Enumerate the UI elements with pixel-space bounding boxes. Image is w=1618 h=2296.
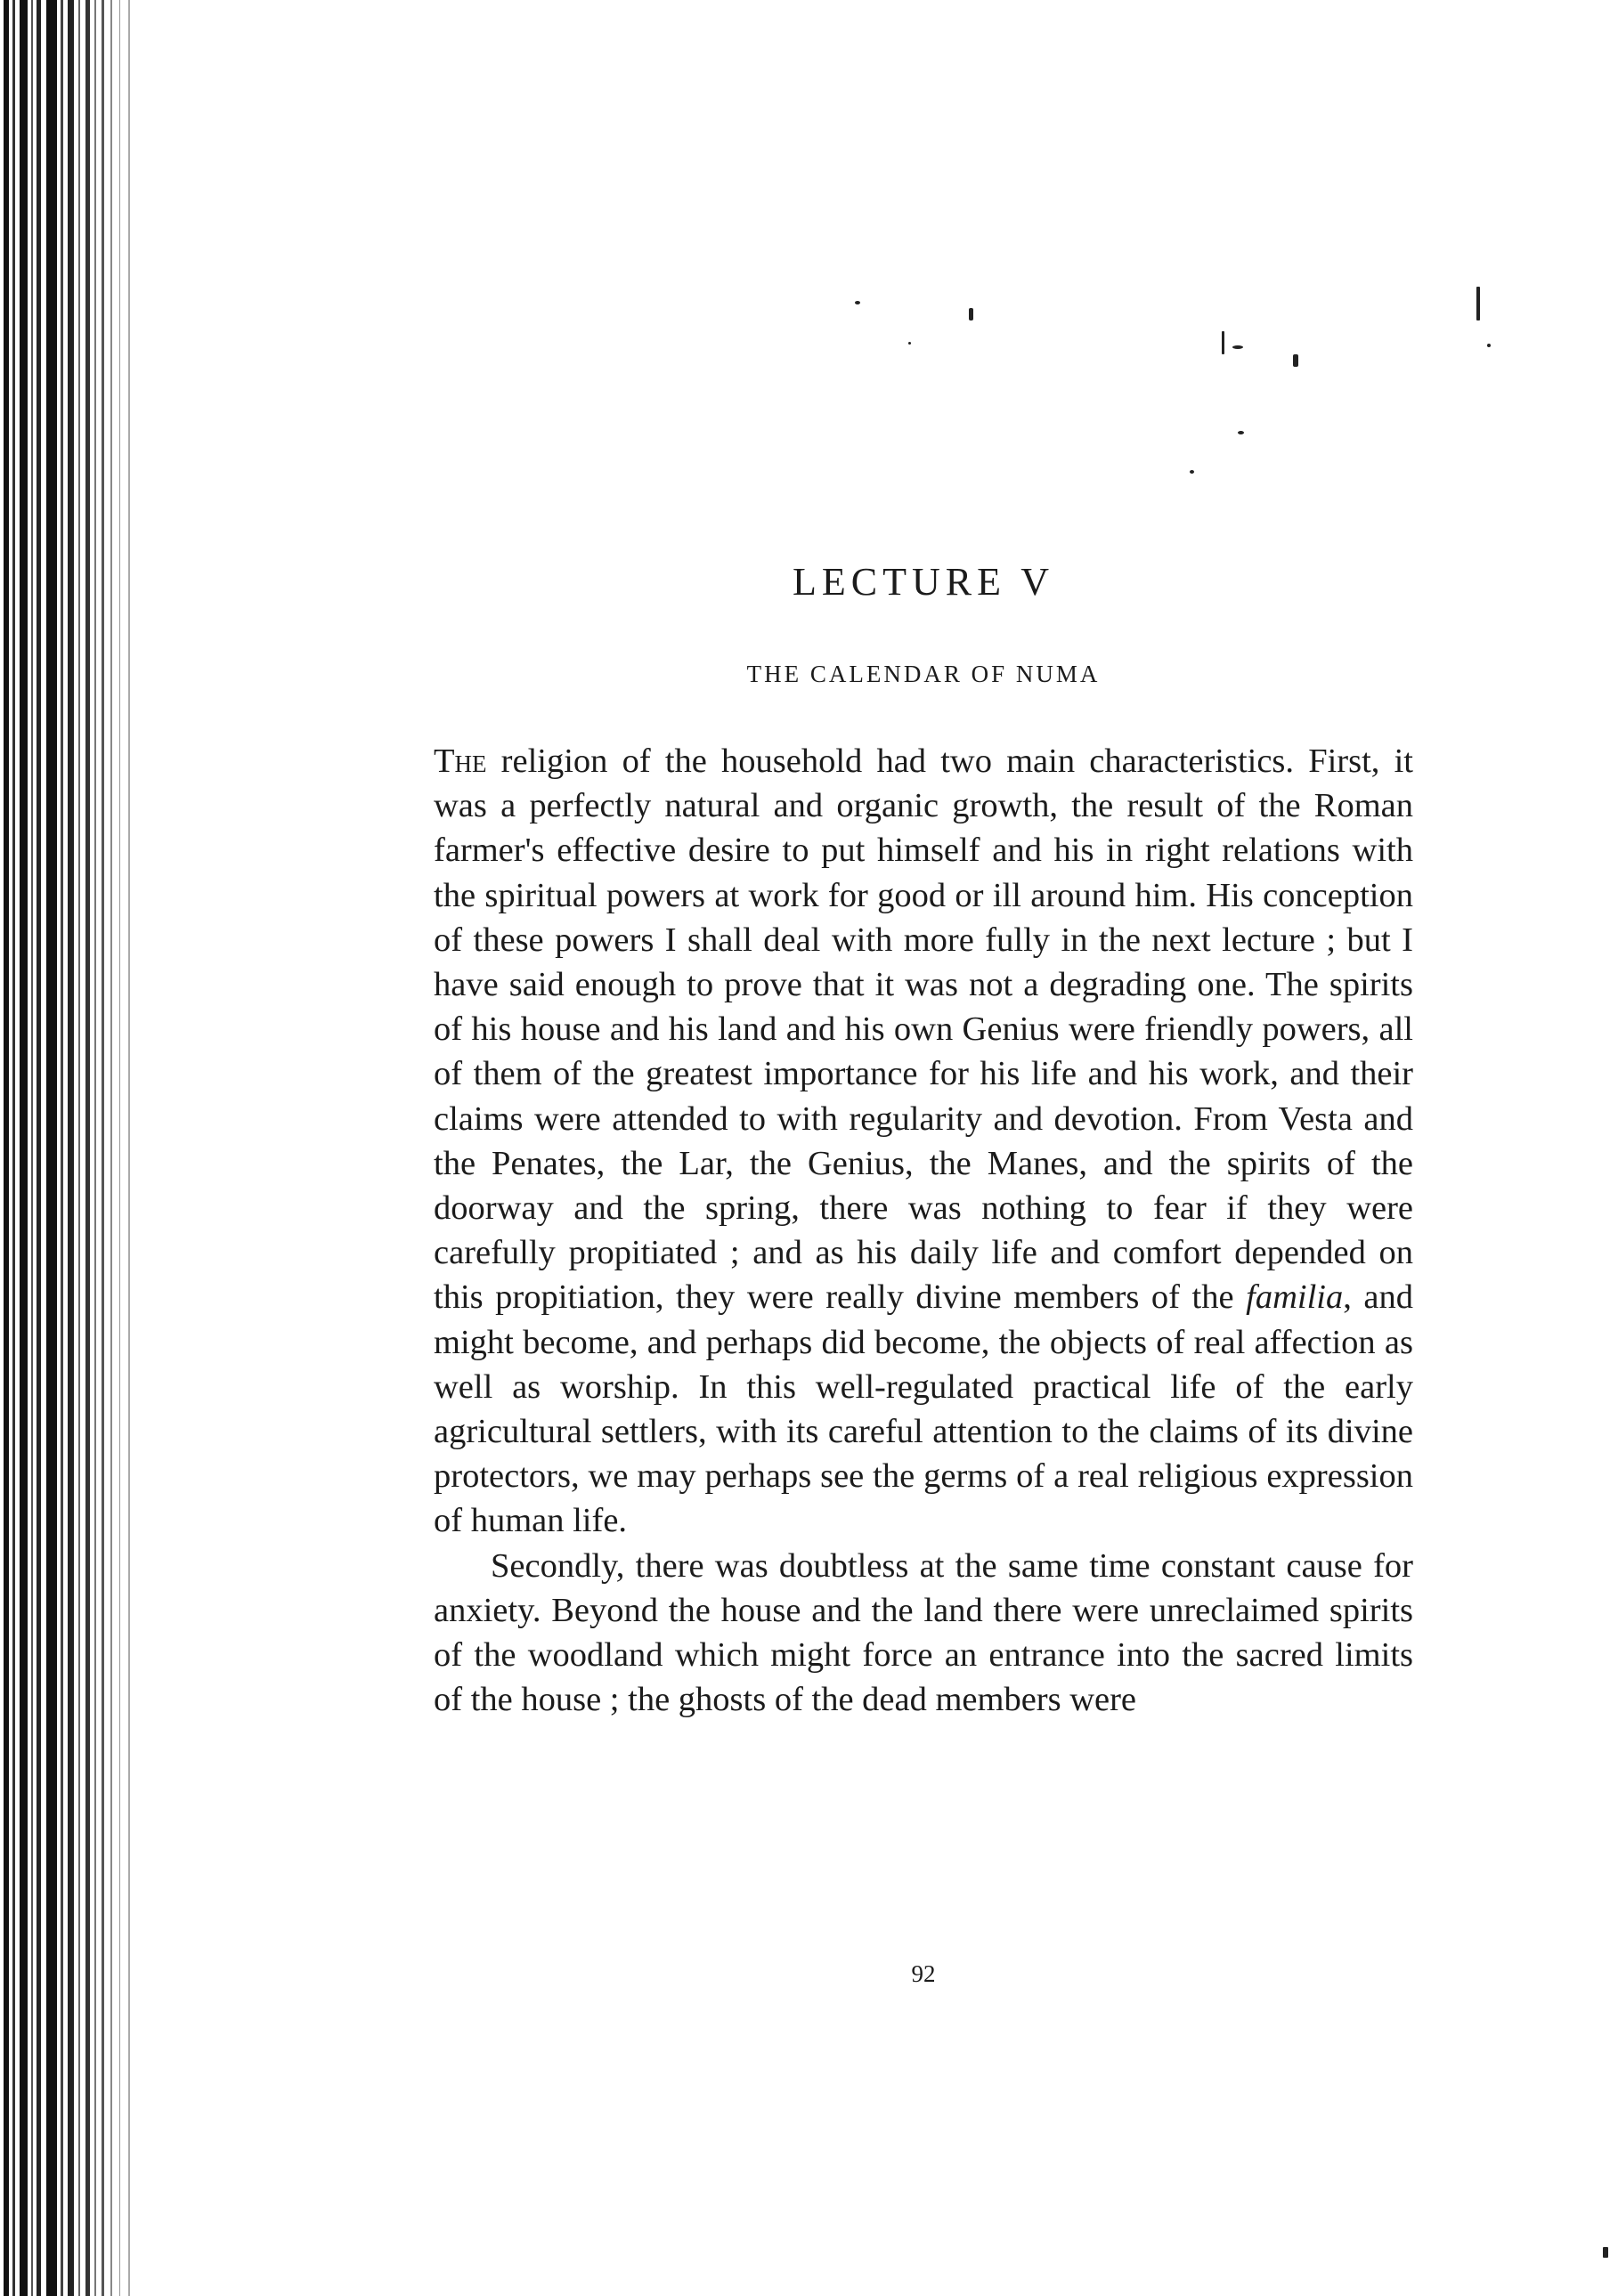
page-number: 92 <box>911 1960 936 1987</box>
italic-term: familia <box>1246 1278 1344 1317</box>
book-gutter <box>0 0 142 2296</box>
book-page <box>434 0 1413 2296</box>
paragraph-1 <box>434 739 1413 1544</box>
paragraph-2: Secondly, there was doubtless at the same time constant cause for anxiety. Beyond the house and the land there were unreclaimed spirits of the woodland which might force an entrance into the sacred limits of the house ; the ghosts of the dead members were <box>434 1546 1413 1719</box>
lecture-title: LECTURE V <box>793 560 1054 604</box>
scan-speck <box>1476 287 1480 320</box>
paragraph-1-part-1: religion of the household had two main characteristics. First, it was a perfectly natural and organic growth, the result of the Roman farmer's effective desire to put himself and his in right relations with the spiritual powers at work for good or ill around him. His conception of these powers I shall deal with more fully in the next lecture ; but I have said enough to prove that it was not a degrading one. The spirits of his house and his land and his own Genius were friendly powers, all of them of the greatest importance for his life and his work, and their claims were attended to with regularity and devotion. From Vesta and the Penates, the Lar, the Genius, the Manes, and the spirits of the doorway and the spring, there was nothing to fear if they were carefully propitiated ; and as his daily life and comfort depended on this propitiation, they were really divine members of the <box>434 742 1413 1317</box>
paragraph-1-part-2: , and might become, and perhaps did become, the objects of real affection as well as worship. In this well-regulated practical life of the early agricultural settlers, with its careful attention to the claims of its divine protectors, we may perhaps see the germs of a real religious expression of human life. <box>434 1278 1414 1540</box>
chapter-subtitle: THE CALENDAR OF NUMA <box>746 661 1101 687</box>
body-text <box>434 739 1413 1722</box>
opening-word: The <box>434 742 487 780</box>
scan-speck <box>1487 344 1491 347</box>
scan-speck <box>1603 2247 1608 2258</box>
